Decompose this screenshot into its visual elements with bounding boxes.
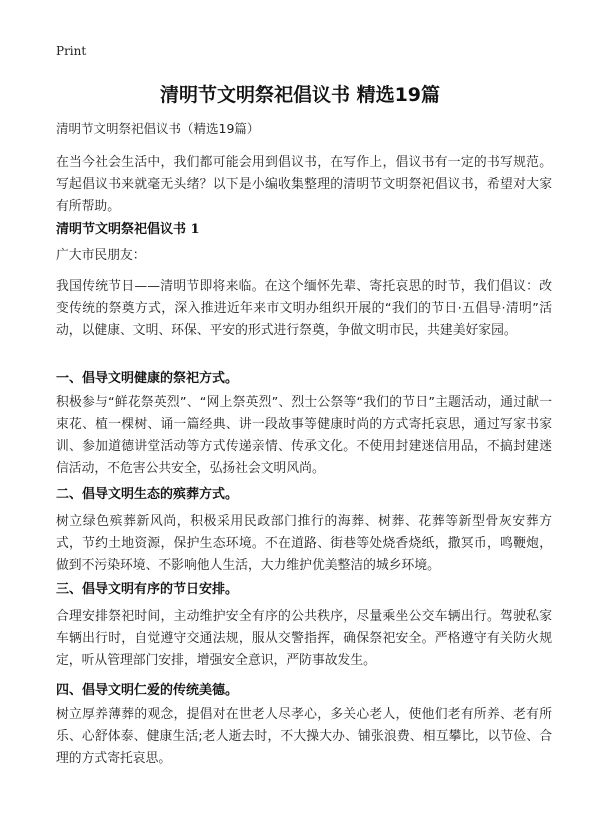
item-heading-1: 一、倡导文明健康的祭祀方式。 bbox=[56, 371, 239, 386]
print-link[interactable]: Print bbox=[56, 44, 87, 58]
document-subtitle: 清明节文明祭祀倡议书（精选19篇） bbox=[56, 121, 260, 136]
item-text-3: 合理安排祭祀时间，主动维护安全有序的公共秩序，尽量乘坐公交车辆出行。驾驶私家车辆出行时，自觉遵守交通法规，服从交警指挥，确保祭祀安全。严格遵守有关防火规定，听从管理部门安排，增强安全意识，严防事故发生。 bbox=[56, 609, 552, 668]
section-title: 清明节文明祭祀倡议书 1 bbox=[56, 222, 200, 237]
item-heading-3: 三、倡导文明有序的节日安排。 bbox=[56, 582, 239, 597]
opening-paragraph: 我国传统节日——清明节即将来临。在这个缅怀先辈、寄托哀思的时节，我们倡议：改变传统的祭奠方式，深入推进近年来市文明办组织开展的“我们的节日·五倡导·清明”活动，以健康、文明、环保、平安的形式进行祭奠，争做文明市民，共建美好家园。 bbox=[56, 279, 552, 338]
item-text-1: 积极参与“鲜花祭英烈”、“网上祭英烈”、烈士公祭等“我们的节日”主题活动，通过献一束花、植一棵树、诵一篇经典、讲一段故事等健康时尚的方式寄托哀思，通过写家书家训、参加道德讲堂活动等方式传递亲情、传承文化。不使用封建迷信用品，不搞封建迷信活动，不危害公共安全，弘扬社会文明风尚。 bbox=[56, 395, 552, 476]
item-heading-4: 四、倡导文明仁爱的传统美德。 bbox=[56, 683, 239, 698]
document-title: 清明节文明祭祀倡议书 精选19篇 bbox=[159, 84, 441, 106]
greeting: 广大市民朋友： bbox=[56, 248, 146, 263]
item-text-2: 树立绿色殡葬新风尚，积极采用民政部门推行的海葬、树葬、花葬等新型骨灰安葬方式，节约土地资源，保护生态环境。不在道路、街巷等处烧香烧纸，撒冥币，鸣鞭炮，做到不污染环境、不影响他人生活，大力维护优美整洁的城乡环境。 bbox=[56, 514, 552, 573]
item-heading-2: 二、倡导文明生态的殡葬方式。 bbox=[56, 487, 239, 502]
item-text-4: 树立厚养薄葬的观念，提倡对在世老人尽孝心，多关心老人，使他们老有所养、老有所乐、心舒体泰、健康生活;老人逝去时，不大操大办、铺张浪费、相互攀比，以节俭、合理的方式寄托哀思。 bbox=[56, 707, 552, 766]
intro-paragraph: 在当今社会生活中，我们都可能会用到倡议书，在写作上，倡议书有一定的书写规范。写起倡议书来就毫无头绪？以下是小编收集整理的清明节文明祭祀倡议书，希望对大家有所帮助。 bbox=[56, 155, 552, 214]
